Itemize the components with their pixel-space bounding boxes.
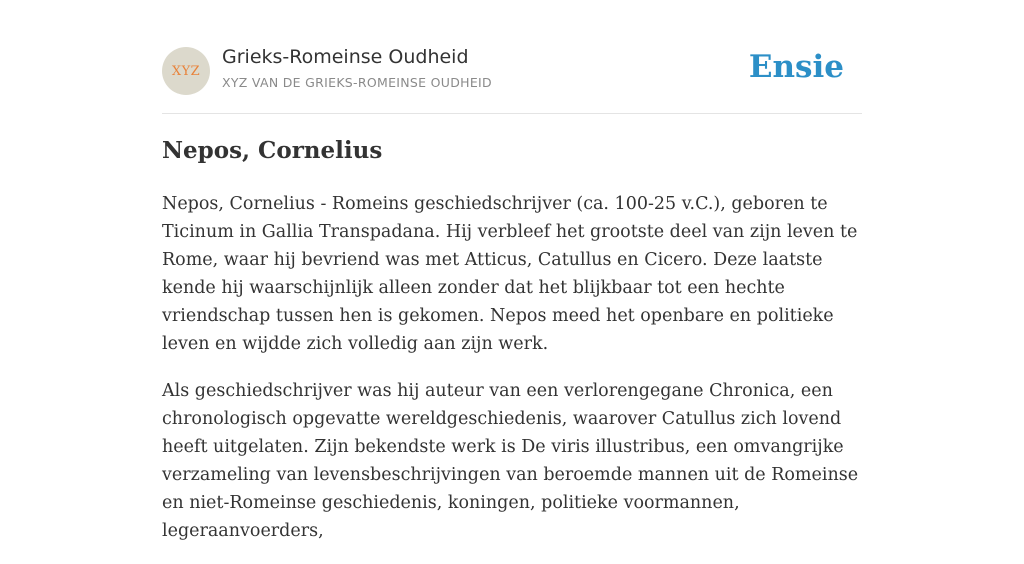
source-title[interactable]: Grieks-Romeinse Oudheid (222, 46, 469, 68)
source-header (162, 45, 862, 97)
entry-paragraph: Nepos, Cornelius - Romeins geschiedschrijver (ca. 100-25 v.C.), geboren te Ticinum in Gallia Transpadana. Hij verbleef het grootste deel van zijn leven te Rome, waar hij bevriend was met Atticus, Catullus en Cicero. Deze laatste kende hij waarschijnlijk alleen zonder dat het blijkbaar tot een hechte vriendschap tussen hen is gekomen. Nepos meed het openbare en politieke leven en wijdde zich volledig aan zijn werk. (162, 194, 858, 354)
ensie-logo[interactable]: Ensie (748, 49, 844, 85)
source-subtitle[interactable]: XYZ VAN DE GRIEKS-ROMEINSE OUDHEID (222, 75, 492, 90)
entry-body (162, 190, 862, 564)
entry-paragraph: Als geschiedschrijver was hij auteur van een verlorengegane Chronica, een chronologisch opgevatte wereldgeschiedenis, waarover Catullus zich lovend heeft uitgelaten. Zijn bekendste werk is De viris illustribus, een omvangrijke verzameling van levensbeschrijvingen van beroemde mannen uit de Romeinse en niet-Romeinse geschiedenis, koningen, politieke voormannen, legeraanvoerders, (162, 381, 859, 541)
source-avatar[interactable]: XYZ (162, 47, 210, 95)
page-content (162, 0, 862, 541)
entry-title: Nepos, Cornelius (162, 137, 383, 164)
header-divider (162, 113, 862, 114)
